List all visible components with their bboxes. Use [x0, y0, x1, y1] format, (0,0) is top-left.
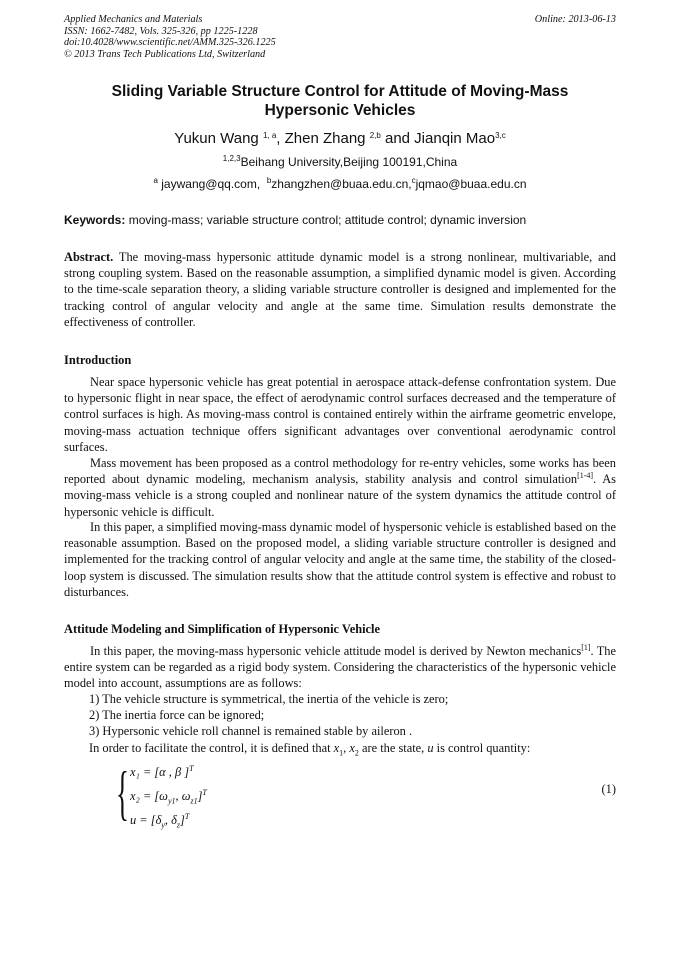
state-x1: x — [333, 740, 340, 755]
email-a[interactable]: jaywang@qq.com, — [161, 177, 261, 191]
title-line-2: Hypersonic Vehicles — [264, 102, 416, 119]
equation-line-3 — [130, 812, 189, 833]
state-text-c: is control quantity: — [436, 740, 531, 755]
intro-p2-citation[interactable]: [1-4] — [577, 471, 594, 481]
assumption-item-1: 1) The vehicle structure is symmetrical, the inertia of the vehicle is zero; — [89, 692, 449, 706]
intro-paragraph-1: Near space hypersonic vehicle has great potential in aerospace attack-defense confrontation system. Due to hypersonic flight in near space, the effect of aerodynamic control surfaces decreased and the temperature of control surfaces is high. As moving-mass control is contained entirely within the airframe geometric envelope, moving-mass actuation technique offers significant advantages over conventional aerodynamic control surfaces. — [64, 375, 616, 454]
eq-line3-sub2: z — [176, 820, 180, 830]
author-1: Yukun Wang — [174, 130, 259, 147]
abstract-label: Abstract. — [64, 250, 114, 264]
eq-line2-sub2: z1 — [190, 796, 198, 806]
keywords — [64, 213, 616, 228]
affiliation-text: Beihang University,Beijing 100191,China — [240, 155, 458, 169]
equation-brace: { — [116, 760, 129, 826]
state-x2-sub: 2 — [354, 748, 359, 758]
eq-line3-mid: , δ — [164, 813, 177, 827]
eq-line2-sub1: y1 — [167, 796, 176, 806]
keywords-label: Keywords: — [64, 213, 126, 227]
eq-line1-transpose: T — [189, 764, 194, 773]
eq-line3-sub1: y — [161, 820, 165, 830]
affiliation-marker: 1,2,3 — [222, 154, 241, 163]
eq-line2-transpose: T — [202, 788, 207, 797]
assumption-item-3: 3) Hypersonic vehicle roll channel is remained stable by aileron . — [89, 724, 413, 739]
abstract-text: The moving-mass hypersonic attitude dynamic model is a strong nonlinear, multivariable, and strong coupling system. Based on the reasonable assumption, a simplified dynamic model is given. According to the time-scale separation theory, a sliding variable structure controller is designed and implemented for the tracking control of angular velocity and angle at the same time. Simulation results demonstrate the effectiveness of controller. — [64, 250, 617, 329]
journal-issn: ISSN: 1662-7482, Vols. 325-326, pp 1225-1228 — [64, 25, 258, 37]
journal-doi[interactable]: doi:10.4028/www.scientific.net/AMM.325-326.1225 — [64, 37, 276, 49]
modeling-p1-text-a: In this paper, the moving-mass hypersonic vehicle attitude model is derived by Newton mechanics — [90, 644, 582, 658]
email-b[interactable]: zhangzhen@buaa.edu.cn, — [271, 177, 412, 191]
equation-1 — [116, 760, 616, 832]
author-3: and Jianqin Mao — [384, 130, 496, 147]
eq-line2-end: ] — [197, 789, 203, 803]
equation-line-1 — [130, 764, 194, 780]
journal-header — [64, 14, 616, 60]
eq-line3-start: u = [δ — [130, 813, 162, 827]
equation-line-2 — [130, 788, 207, 809]
eq-line2-mid: , ω — [175, 789, 191, 803]
modeling-p1-citation[interactable]: [1] — [581, 643, 591, 652]
author-1-affil: 1, a — [262, 131, 277, 140]
online-date: Online: 2013-06-13 — [534, 14, 616, 25]
author-2: , Zhen Zhang — [276, 130, 366, 147]
state-x2: x — [349, 740, 355, 755]
journal-name: Applied Mechanics and Materials — [64, 14, 203, 25]
keywords-text: moving-mass; variable structure control; attitude control; dynamic inversion — [128, 213, 527, 227]
modeling-p1-text-b: . The entire system can be regarded as a rigid body system. Considering the characteristics of the hypersonic vehicle model into account, assumptions are as follows: — [64, 644, 616, 691]
eq-line3-transpose: T — [184, 812, 190, 821]
intro-paragraph-3: In this paper, a simplified moving-mass dynamic model of hyspersonic vehicle is established based on the reasonable assumption. Based on the proposed model, a sliding variable structure controller is designed and implemented for the tracking control of angular velocity and angle at the same time, the stability of the closed-loop system is discussed. The simulation results show that the attitude control system is effective and robust to disturbances. — [64, 520, 616, 599]
state-sep: , — [343, 740, 347, 755]
state-u: u — [427, 740, 434, 755]
abstract — [64, 249, 616, 330]
state-text-a: In order to facilitate the control, it is defined that — [89, 740, 331, 755]
paper-title — [64, 82, 616, 120]
section-heading-modeling: Attitude Modeling and Simplification of Hypersonic Vehicle — [64, 622, 380, 636]
title-line-1: Sliding Variable Structure Control for Attitude of Moving-Mass — [111, 83, 569, 100]
eq-line2-start: x₂ = [ω — [130, 789, 168, 803]
author-list — [64, 130, 616, 148]
author-3-affil: 3,c — [495, 131, 506, 140]
journal-copyright: © 2013 Trans Tech Publications Ltd, Switzerland — [64, 48, 266, 60]
modeling-paragraph-1 — [64, 643, 616, 692]
intro-p2-text-b: . As moving-mass vehicle is a strong coupled and nonlinear nature of the system dynamics the attitude control of hypersonic vehicle is difficult. — [64, 472, 616, 519]
eq-line1-body: x₁ = [α , β ] — [130, 765, 190, 779]
email-b-marker: b — [266, 176, 272, 185]
state-text-b: are the state, — [361, 740, 425, 755]
equation-number: (1) — [601, 782, 616, 796]
section-heading-introduction: Introduction — [64, 353, 132, 367]
state-x1-sub: 1 — [339, 748, 344, 758]
state-definition-line — [89, 740, 616, 762]
assumption-item-2: 2) The inertia force can be ignored; — [89, 708, 265, 723]
email-c-marker: c — [411, 176, 416, 185]
email-c[interactable]: jqmao@buaa.edu.cn — [415, 177, 527, 191]
intro-paragraph-2 — [64, 455, 616, 520]
author-2-affil: 2,b — [369, 131, 381, 140]
email-a-marker: a — [153, 176, 158, 185]
email-list — [64, 177, 616, 192]
assumption-list — [89, 691, 616, 761]
intro-p2-text-a: Mass movement has been proposed as a control methodology for re-entry vehicles, some works has been reported about dynamic modeling, mechanism analysis, stability analysis and control simulation — [64, 456, 616, 487]
affiliation — [64, 155, 616, 170]
eq-line3-end: ] — [180, 813, 185, 827]
